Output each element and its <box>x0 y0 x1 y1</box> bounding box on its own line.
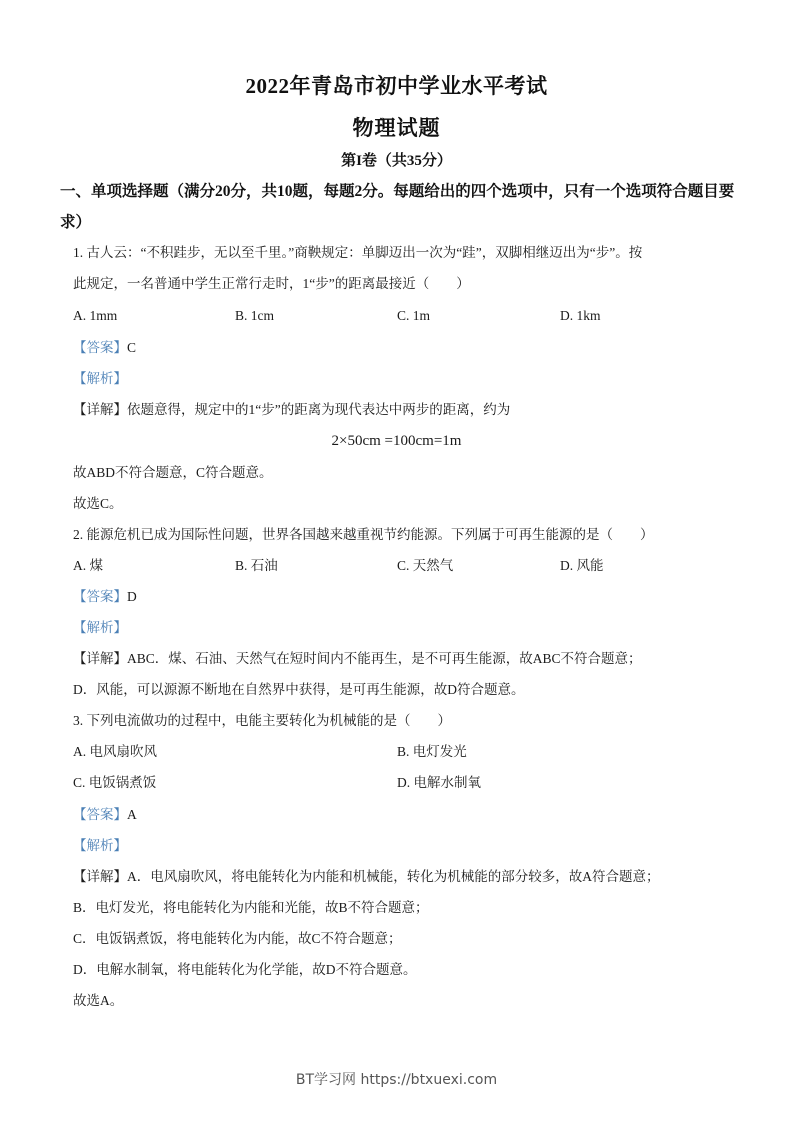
q3-detail-text: A．电风扇吹风，将电能转化为内能和机械能，转化为机械能的部分较多，故A符合题意； <box>127 869 660 884</box>
q2-option-d: D. 风能 <box>560 558 604 573</box>
q3-detail-line3: C．电饭锅煮饭，将电能转化为内能，故C不符合题意； <box>73 931 402 946</box>
q1-detail-line2: 故ABD不符合题意，C符合题意。 <box>73 465 273 480</box>
q3-answer-value: A <box>127 807 137 822</box>
exam-subtitle: 物理试题 <box>352 116 441 140</box>
q1-detail-text: 依题意得，规定中的1“步”的距离为现代表达中两步的距离，约为 <box>127 402 511 417</box>
q2-detail-line1 <box>73 649 642 669</box>
q1-detail-line1 <box>73 400 510 420</box>
analysis-label: 【解析】 <box>73 620 127 635</box>
q1-answer <box>73 338 136 358</box>
q2-option-a: A. 煤 <box>73 558 103 573</box>
q1-option-d: D. 1km <box>560 308 601 323</box>
q2-option-b: B. 石油 <box>235 558 278 573</box>
answer-label: 【答案】 <box>73 807 127 822</box>
exam-title: 2022年青岛市初中学业水平考试 <box>245 74 548 98</box>
q3-option-a: A. 电风扇吹风 <box>73 744 157 759</box>
q2-detail-text: ABC．煤、石油、天然气在短时间内不能再生，是不可再生能源，故ABC不符合题意； <box>127 651 642 666</box>
detail-label: 【详解】 <box>73 402 127 417</box>
q1-answer-value: C <box>127 340 137 355</box>
q2-option-c: C. 天然气 <box>397 558 454 573</box>
q3-stem-line1: 3. 下列电流做功的过程中，电能主要转化为机械能的是（ ） <box>73 713 451 728</box>
answer-label: 【答案】 <box>73 589 127 604</box>
q1-formula: 2×50cm =100cm=1m <box>331 433 462 449</box>
q1-conclusion: 故选C。 <box>73 496 123 511</box>
q2-detail-line2: D．风能，可以源源不断地在自然界中获得，是可再生能源，故D符合题意。 <box>73 682 525 697</box>
analysis-label: 【解析】 <box>73 838 127 853</box>
q3-detail-line2: B．电灯发光，将电能转化为内能和光能，故B不符合题意； <box>73 900 429 915</box>
answer-label: 【答案】 <box>73 340 127 355</box>
footer-watermark: BT学习网 https://btxuexi.com <box>295 1072 498 1088</box>
q3-detail-line1 <box>73 867 660 887</box>
q2-stem-line1: 2. 能源危机已成为国际性问题，世界各国越来越重视节约能源。下列属于可再生能源的是（ ） <box>73 527 654 542</box>
q1-option-a: A. 1mm <box>73 308 118 323</box>
q3-option-c: C. 电饭锅煮饭 <box>73 775 157 790</box>
q1-option-b: B. 1cm <box>235 308 274 323</box>
q1-analysis <box>73 369 127 389</box>
q1-option-c: C. 1m <box>397 308 431 323</box>
q3-conclusion: 故选A。 <box>73 993 124 1008</box>
q3-analysis <box>73 836 127 856</box>
q2-analysis <box>73 618 127 638</box>
q2-answer-value: D <box>127 589 137 604</box>
section-heading: 一、单项选择题（满分20分，共10题，每题2分。每题给出的四个选项中，只有一个选项符合题目要求） <box>60 183 735 231</box>
detail-label: 【详解】 <box>73 869 127 884</box>
q3-answer <box>73 805 137 825</box>
q3-option-b: B. 电灯发光 <box>397 744 467 759</box>
q1-stem-line1: 1. 古人云：“不积跬步，无以至千里。”商鞅规定：单脚迈出一次为“跬”，双脚相继迈出为“步”。按 <box>73 245 643 260</box>
q3-detail-line4: D．电解水制氧，将电能转化为化学能，故D不符合题意。 <box>73 962 417 977</box>
q3-option-d: D. 电解水制氧 <box>397 775 481 790</box>
volume-heading: 第I卷（共35分） <box>341 153 452 169</box>
detail-label: 【详解】 <box>73 651 127 666</box>
q1-stem-line2: 此规定，一名普通中学生正常行走时，1“步”的距离最接近（ ） <box>73 276 470 291</box>
q2-answer <box>73 587 137 607</box>
analysis-label: 【解析】 <box>73 371 127 386</box>
